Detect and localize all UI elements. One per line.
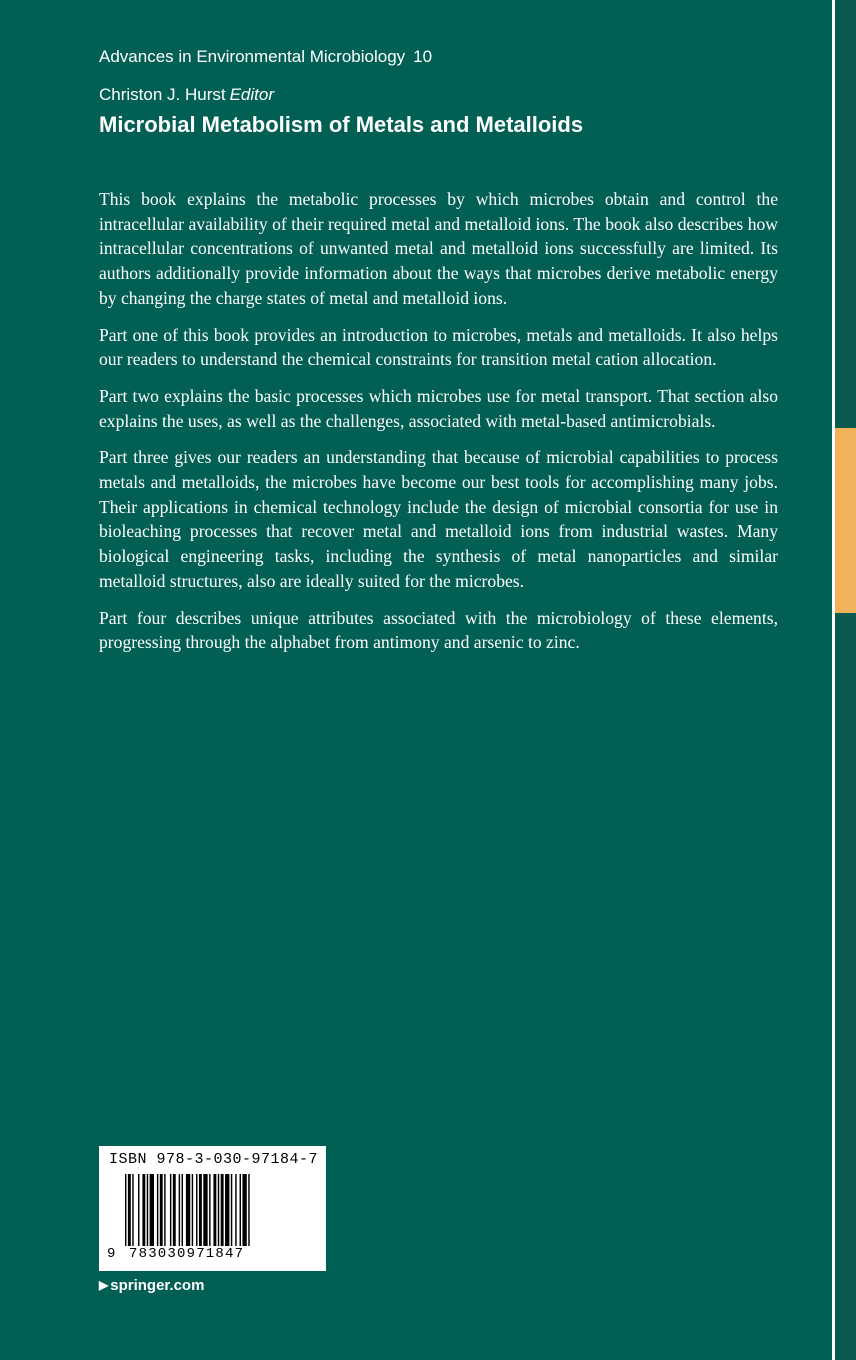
barcode-bars (125, 1174, 303, 1246)
barcode-bar (132, 1174, 133, 1246)
barcode-bar (179, 1174, 180, 1246)
barcode-bar (170, 1174, 171, 1246)
barcode-bar (157, 1174, 158, 1246)
barcode-bar (209, 1174, 210, 1246)
barcode-bar (221, 1174, 224, 1246)
spine-edge (835, 0, 856, 1360)
series-line (99, 47, 432, 67)
barcode-bar (138, 1174, 139, 1246)
barcode-digit-first: 9 (107, 1246, 116, 1262)
play-arrow-icon: ▶ (99, 1278, 109, 1292)
barcode-bar (192, 1174, 193, 1246)
barcode-bar (173, 1174, 176, 1246)
barcode-bar (240, 1174, 241, 1246)
isbn-label: ISBN 978-3-030-97184-7 (109, 1151, 319, 1168)
blurb-paragraph: Part two explains the basic processes which microbes use for metal transport. That section also explains the uses, as well as the challenges, associated with metal-based antimicrobials. (99, 385, 778, 431)
barcode-bar (199, 1174, 202, 1246)
barcode-bar (231, 1174, 232, 1246)
editor-line (99, 85, 274, 105)
barcode-bar (242, 1174, 246, 1246)
blurb-paragraph: Part three gives our readers an understanding that because of microbial capabilities to process metals and metalloids, the microbes have become our best tools for accomplishing many jobs. Their applications in chemical technology include the design of microbial consortia for use in bioleaching processes that recover metal and metalloid ions from industrial wastes. Many biological engineering tasks, including the synthesis of metal nanoparticles and similar metalloid structures, also are ideally suited for the microbes. (99, 447, 778, 591)
blurb (99, 187, 778, 667)
series-number: 10 (413, 47, 433, 66)
website-label: springer.com (110, 1277, 205, 1294)
barcode-bar (128, 1174, 131, 1246)
barcode-bar (182, 1174, 183, 1246)
blurb-paragraph: Part four describes unique attributes associated with the microbiology of these elements, progressing through the alphabet from antimony and arsenic to zinc. (99, 607, 778, 653)
barcode-bar (213, 1174, 216, 1246)
barcode-bar (160, 1174, 163, 1246)
editor-role: Editor (229, 85, 275, 104)
blurb-paragraph: This book explains the metabolic processes by which microbes obtain and control the intracellular availability of their required metal and metalloid ions. The book also describes how intracellular concentrations of unwanted metal and metalloid ions successfully are limited. Its authors additionally provide information about the ways that microbes derive metabolic energy by changing the charge states of metal and metalloid ions. (99, 189, 778, 308)
barcode-bar (225, 1174, 229, 1246)
barcode-bar (150, 1174, 154, 1246)
barcode-bar (196, 1174, 197, 1246)
barcode-bar (125, 1174, 126, 1246)
blurb-paragraph: Part one of this book provides an introduction to microbes, metals and metalloids. It also helps our readers to understand the chemical constraints for transition metal cation allocation. (99, 324, 778, 370)
barcode-bar (235, 1174, 236, 1246)
barcode-bar (147, 1174, 148, 1246)
barcode-bar (218, 1174, 219, 1246)
book-title: Microbial Metabolism of Metals and Metalloids (99, 112, 584, 137)
barcode-bar (186, 1174, 190, 1246)
publisher-website[interactable] (99, 1277, 204, 1294)
barcode-digits-rest: 783030971847 (129, 1246, 245, 1262)
barcode-bar (142, 1174, 145, 1246)
isbn-barcode (99, 1146, 326, 1271)
barcode-bar (164, 1174, 165, 1246)
spine-accent-stripe (835, 428, 856, 613)
barcode-bar (203, 1174, 207, 1246)
barcode-bar (248, 1174, 249, 1246)
editor-name: Christon J. Hurst (99, 85, 226, 104)
series-name: Advances in Environmental Microbiology (99, 47, 406, 66)
